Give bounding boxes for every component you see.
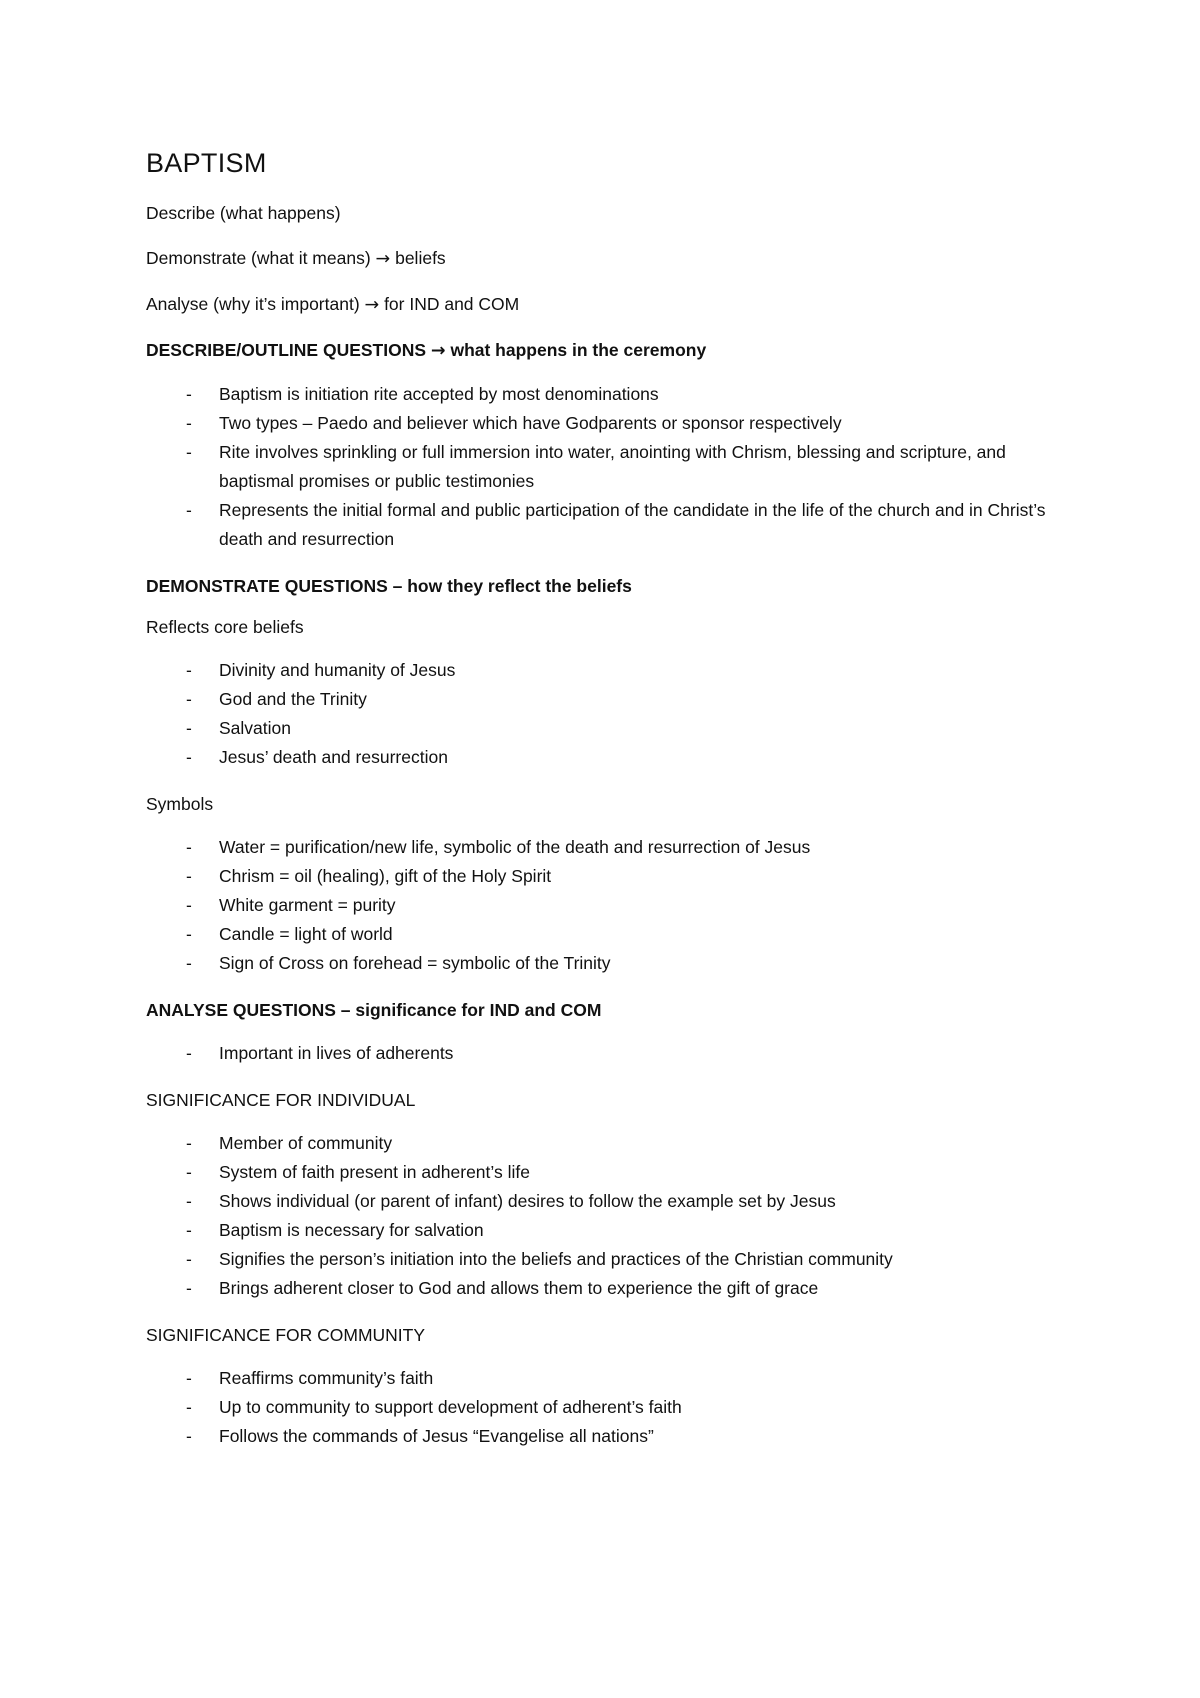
individual-label: SIGNIFICANCE FOR INDIVIDUAL: [146, 1090, 416, 1110]
core-beliefs-label: Reflects core beliefs: [146, 617, 304, 637]
describe-heading: [146, 338, 1066, 363]
list-item: - Baptism is initiation rite accepted by most denominations: [146, 380, 1066, 409]
document-page: [146, 148, 1066, 1471]
intro-demonstrate: [146, 246, 1066, 271]
describe-heading-text: DESCRIBE/OUTLINE QUESTIONS: [146, 340, 427, 360]
describe-list: [146, 380, 1066, 554]
list-item: - Shows individual (or parent of infant) desires to follow the example set by Jesus: [146, 1187, 1066, 1216]
arrow-right-icon: →: [375, 249, 391, 269]
arrow-right-icon: →: [430, 341, 446, 361]
list-item: - Baptism is necessary for salvation: [146, 1216, 1066, 1245]
list-item: - Jesus’ death and resurrection: [146, 743, 1066, 772]
list-item: - Reaffirms community’s faith: [146, 1364, 1066, 1393]
list-item: - Water = purification/new life, symbolic of the death and resurrection of Jesus: [146, 833, 1066, 862]
intro-analyse: [146, 292, 1066, 317]
list-item: - Rite involves sprinkling or full immersion into water, anointing with Chrism, blessing and scripture, and baptismal promises or public testimonies: [146, 438, 1066, 496]
list-item: - Two types – Paedo and believer which have Godparents or sponsor respectively: [146, 409, 1066, 438]
list-item: - System of faith present in adherent’s life: [146, 1158, 1066, 1187]
list-item: - Up to community to support development of adherent’s faith: [146, 1393, 1066, 1422]
core-beliefs-list: [146, 656, 1066, 772]
list-item: - Represents the initial formal and public participation of the candidate in the life of the church and in Christ’s death and resurrection: [146, 496, 1066, 554]
list-item: - Signifies the person’s initiation into the beliefs and practices of the Christian community: [146, 1245, 1066, 1274]
arrow-right-icon: →: [364, 295, 380, 315]
intro-demonstrate-text: Demonstrate (what it means): [146, 248, 371, 268]
community-label: SIGNIFICANCE FOR COMMUNITY: [146, 1325, 426, 1345]
analyse-list: [146, 1039, 1066, 1068]
symbols-label: Symbols: [146, 794, 214, 814]
list-item: - God and the Trinity: [146, 685, 1066, 714]
list-item: - Important in lives of adherents: [146, 1039, 1066, 1068]
list-item: - Chrism = oil (healing), gift of the Holy Spirit: [146, 862, 1066, 891]
list-item: - White garment = purity: [146, 891, 1066, 920]
individual-list: [146, 1129, 1066, 1303]
demonstrate-heading: DEMONSTRATE QUESTIONS – how they reflect the beliefs: [146, 576, 632, 596]
symbols-list: [146, 833, 1066, 978]
community-list: [146, 1364, 1066, 1451]
intro-describe: Describe (what happens): [146, 203, 341, 223]
analyse-heading: ANALYSE QUESTIONS – significance for IND and COM: [146, 1000, 602, 1020]
list-item: - Member of community: [146, 1129, 1066, 1158]
describe-heading-suffix: what happens in the ceremony: [450, 340, 707, 360]
page-title: BAPTISM: [146, 148, 267, 178]
intro-analyse-text: Analyse (why it’s important): [146, 294, 360, 314]
list-item: - Divinity and humanity of Jesus: [146, 656, 1066, 685]
list-item: - Salvation: [146, 714, 1066, 743]
intro-analyse-target: for IND and COM: [384, 294, 520, 314]
list-item: - Follows the commands of Jesus “Evangelise all nations”: [146, 1422, 1066, 1451]
list-item: - Brings adherent closer to God and allows them to experience the gift of grace: [146, 1274, 1066, 1303]
list-item: - Candle = light of world: [146, 920, 1066, 949]
list-item: - Sign of Cross on forehead = symbolic of the Trinity: [146, 949, 1066, 978]
intro-demonstrate-beliefs: beliefs: [395, 248, 446, 268]
